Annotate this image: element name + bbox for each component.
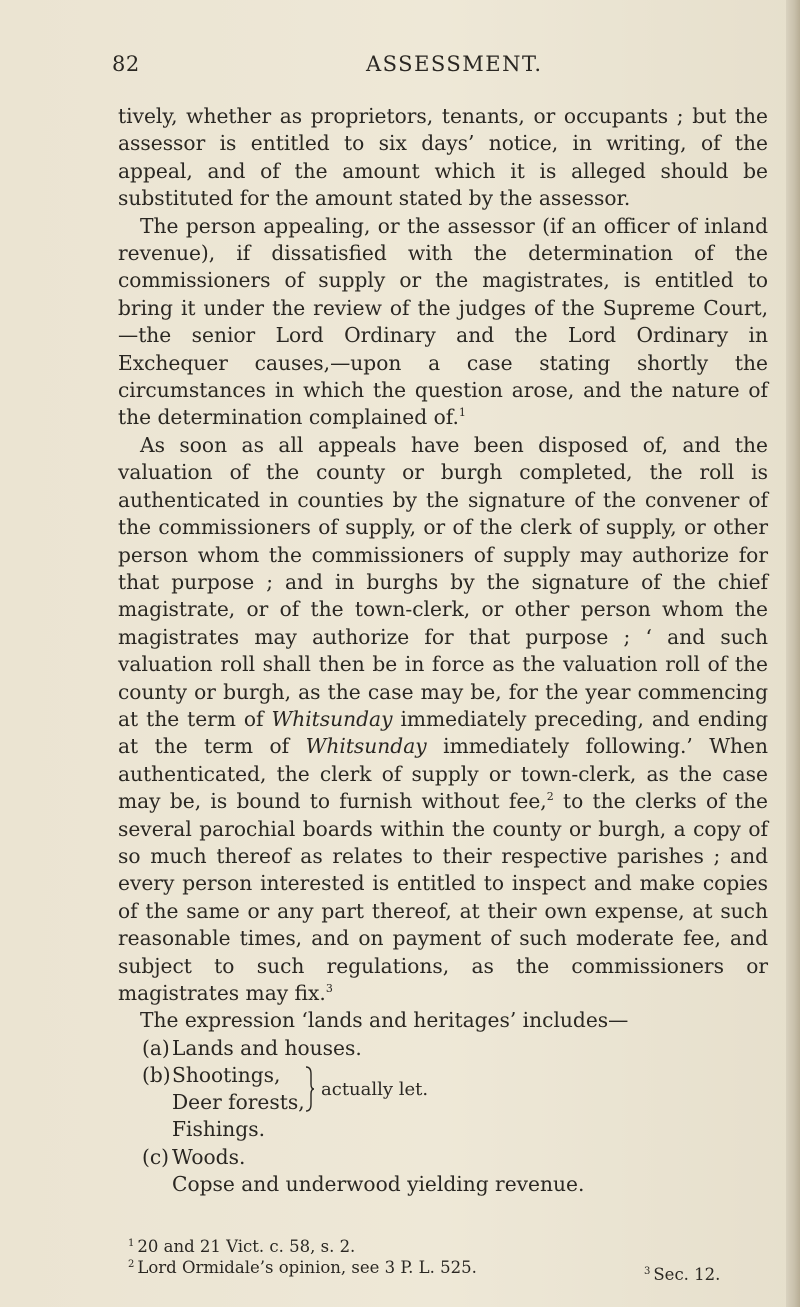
- page-header: [112, 52, 772, 84]
- footnote-2: [128, 1254, 477, 1278]
- list-item-b-tag: (b): [142, 1063, 171, 1088]
- list-item-a-tag: (a): [142, 1035, 170, 1060]
- body-text: [118, 103, 768, 1198]
- page-number: 82: [112, 52, 140, 76]
- footnote-1-mark: 1: [128, 1238, 135, 1249]
- footnote-3: [644, 1261, 720, 1285]
- page-edge-shadow: [786, 0, 800, 1307]
- footnote-3-text: Sec. 12.: [653, 1265, 721, 1284]
- paragraph-appeal-review: [118, 213, 768, 432]
- list-item-b-brace-label: actually let.: [321, 1079, 429, 1101]
- list-item-a-text: Lands and houses.: [172, 1035, 362, 1060]
- list-item-c: [118, 1144, 768, 1171]
- paragraph-authentication-text-a: As soon as all appeals have been disposed of, and the valuation of the county or burgh completed, the roll is authenticated in counties by the signature of the convener of the commissioners of supply, or of the clerk of supply, or other person whom the commissioners of supply may authorize for that purpose ; and in burghs by the signature of the chief magistrate, or of the town-clerk, or other person whom the magistrates may authorize for that purpose ; ‘ and such valuation roll shall then be in force as the valuation roll of the county or burgh, as the case may be, for the year commencing at the term of: [118, 432, 768, 731]
- footnote-3-mark: 3: [644, 1266, 651, 1277]
- paragraph-appeal-review-text: The person appealing, or the assessor (if an officer of inland revenue), if dissatisfied with the determination of the commissioners of supply or the magistrates, is entitled to bring it under the review of the judges of the Supreme Court,—the senior Lord Ordinary and the Lord Ordinary in Exchequer causes,—upon a case stating shortly the circumstances in which the question arose, and the nature of the determination complained of.: [118, 213, 768, 430]
- footnote-1-text: 20 and 21 Vict. c. 58, s. 2.: [137, 1237, 356, 1256]
- list-item-b-shootings: Shootings,: [172, 1063, 281, 1088]
- footnote-row-2: [128, 1254, 768, 1284]
- paragraph-authentication-text-b: immediately preceding, and ending at the term of: [118, 706, 768, 759]
- whitsunday-term-1: Whitsunday: [271, 706, 393, 731]
- footnote-ref-3: 3: [325, 982, 333, 995]
- list-item-c-copse: Copse and underwood yielding revenue.: [172, 1172, 585, 1197]
- list-item-a: [118, 1035, 768, 1062]
- paragraph-continuation: tively, whether as proprietors, tenants, or occupants ; but the assessor is entitled to six days’ notice, in writing, of the appeal, and of the amount which it is alleged should be substituted for the amount stated by the assessor.: [118, 104, 768, 211]
- paragraph-lands-heritages: The expression ‘lands and heritages’ includes—: [140, 1008, 629, 1033]
- footnote-ref-2: 2: [546, 790, 554, 804]
- footnote-2-text: Lord Ormidale’s opinion, see 3 P. L. 525.: [137, 1258, 477, 1277]
- running-head: ASSESSMENT.: [366, 52, 543, 76]
- list-item-b: [118, 1062, 768, 1116]
- whitsunday-term-2: Whitsunday: [305, 734, 427, 759]
- footnote-row-1: [128, 1233, 768, 1254]
- footnote-2-mark: 2: [128, 1259, 135, 1270]
- list-item-c-text: Woods.: [172, 1144, 246, 1169]
- heritages-list: [118, 1035, 768, 1199]
- paragraph-authentication-text-d: to the clerks of the several parochial boards within the county or burgh, a copy of so much thereof as relates to their respective parishes ; and every person interested is entitled to inspect and make copies of the same or any part thereof, at their own expense, at such reasonable times, and on payment of such moderate fee, and subject to such regulations, as the commissioners or magistrates may fix.: [118, 789, 768, 1005]
- list-item-c-tag: (c): [142, 1144, 170, 1169]
- paragraph-authentication-text-c: immediately following.’ When authenticated, the clerk of supply or town-clerk, as the case may be, is bound to furnish without fee,: [118, 734, 768, 814]
- paragraph-authentication: [118, 432, 768, 1008]
- list-item-b-deer-forests: Deer forests,: [172, 1090, 305, 1115]
- footnotes: [128, 1233, 768, 1284]
- list-item-b-fishings: Fishings.: [172, 1117, 265, 1142]
- footnote-ref-1: 1: [458, 406, 466, 420]
- right-brace-icon: [305, 1066, 315, 1112]
